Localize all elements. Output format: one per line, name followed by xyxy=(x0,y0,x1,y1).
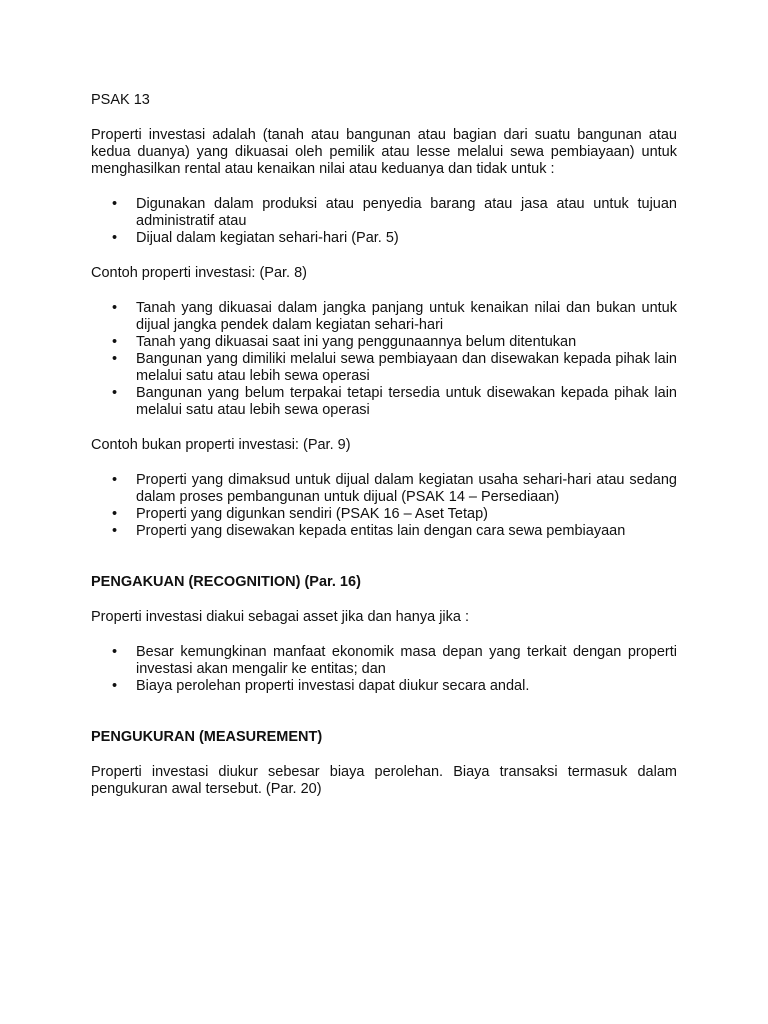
recognition-intro: Properti investasi diakui sebagai asset jika dan hanya jika : xyxy=(91,609,470,625)
recognition-heading: PENGAKUAN (RECOGNITION) (Par. 16) xyxy=(91,574,361,590)
document-title: PSAK 13 xyxy=(91,92,150,108)
list-item: • Properti yang dimaksud untuk dijual dalam kegiatan usaha sehari-hari atau sedang dalam proses pembangunan untuk dijual (PSAK 14 – Persediaan) xyxy=(112,472,677,505)
bullet-icon: • xyxy=(112,196,118,212)
list-item: • Biaya perolehan properti investasi dapat diukur secara andal. xyxy=(112,678,530,694)
examples-bullet-list xyxy=(91,300,677,419)
bullet-icon: • xyxy=(112,644,118,660)
document-page xyxy=(91,92,677,798)
list-item: • Tanah yang dikuasai saat ini yang penggunaannya belum ditentukan xyxy=(112,334,577,350)
bullet-icon: • xyxy=(112,385,118,401)
definition-paragraph: Properti investasi adalah (tanah atau bangunan atau bagian dari suatu bangunan atau kedua duanya) yang dikuasai oleh pemilik atau lesse melalui sewa pembiayaan) untuk menghasilkan rental atau kenaikan nilai atau keduanya dan tidak untuk : xyxy=(91,127,677,177)
bullet-icon: • xyxy=(112,300,118,316)
bullet-icon: • xyxy=(112,351,118,367)
measurement-heading: PENGUKURAN (MEASUREMENT) xyxy=(91,729,323,745)
list-item: • Properti yang digunkan sendiri (PSAK 16 – Aset Tetap) xyxy=(112,506,488,522)
bullet-icon: • xyxy=(112,506,118,522)
definition-bullet-list xyxy=(91,196,677,247)
list-item: • Tanah yang dikuasai dalam jangka panjang untuk kenaikan nilai dan bukan untuk dijual jangka pendek dalam kegiatan sehari-hari xyxy=(112,300,677,333)
bullet-icon: • xyxy=(112,472,118,488)
recognition-bullet-list xyxy=(91,644,677,695)
list-item: • Properti yang disewakan kepada entitas lain dengan cara sewa pembiayaan xyxy=(112,523,626,539)
bullet-icon: • xyxy=(112,678,118,694)
measurement-paragraph: Properti investasi diukur sebesar biaya perolehan. Biaya transaksi termasuk dalam pengukuran awal tersebut. (Par. 20) xyxy=(91,764,677,797)
list-item: • Dijual dalam kegiatan sehari-hari (Par. 5) xyxy=(112,230,399,246)
list-item: • Bangunan yang dimiliki melalui sewa pembiayaan dan disewakan kepada pihak lain melalui satu atau lebih sewa operasi xyxy=(112,351,677,384)
non-examples-bullet-list xyxy=(91,472,677,540)
list-item: • Digunakan dalam produksi atau penyedia barang atau jasa atau untuk tujuan administratif atau xyxy=(112,196,677,229)
bullet-icon: • xyxy=(112,334,118,350)
list-item: • Besar kemungkinan manfaat ekonomik masa depan yang terkait dengan properti investasi akan mengalir ke entitas; dan xyxy=(112,644,677,677)
examples-heading: Contoh properti investasi: (Par. 8) xyxy=(91,265,307,281)
non-examples-heading: Contoh bukan properti investasi: (Par. 9) xyxy=(91,437,351,453)
bullet-icon: • xyxy=(112,230,118,246)
list-item: • Bangunan yang belum terpakai tetapi tersedia untuk disewakan kepada pihak lain melalui satu atau lebih sewa operasi xyxy=(112,385,677,418)
bullet-icon: • xyxy=(112,523,118,539)
